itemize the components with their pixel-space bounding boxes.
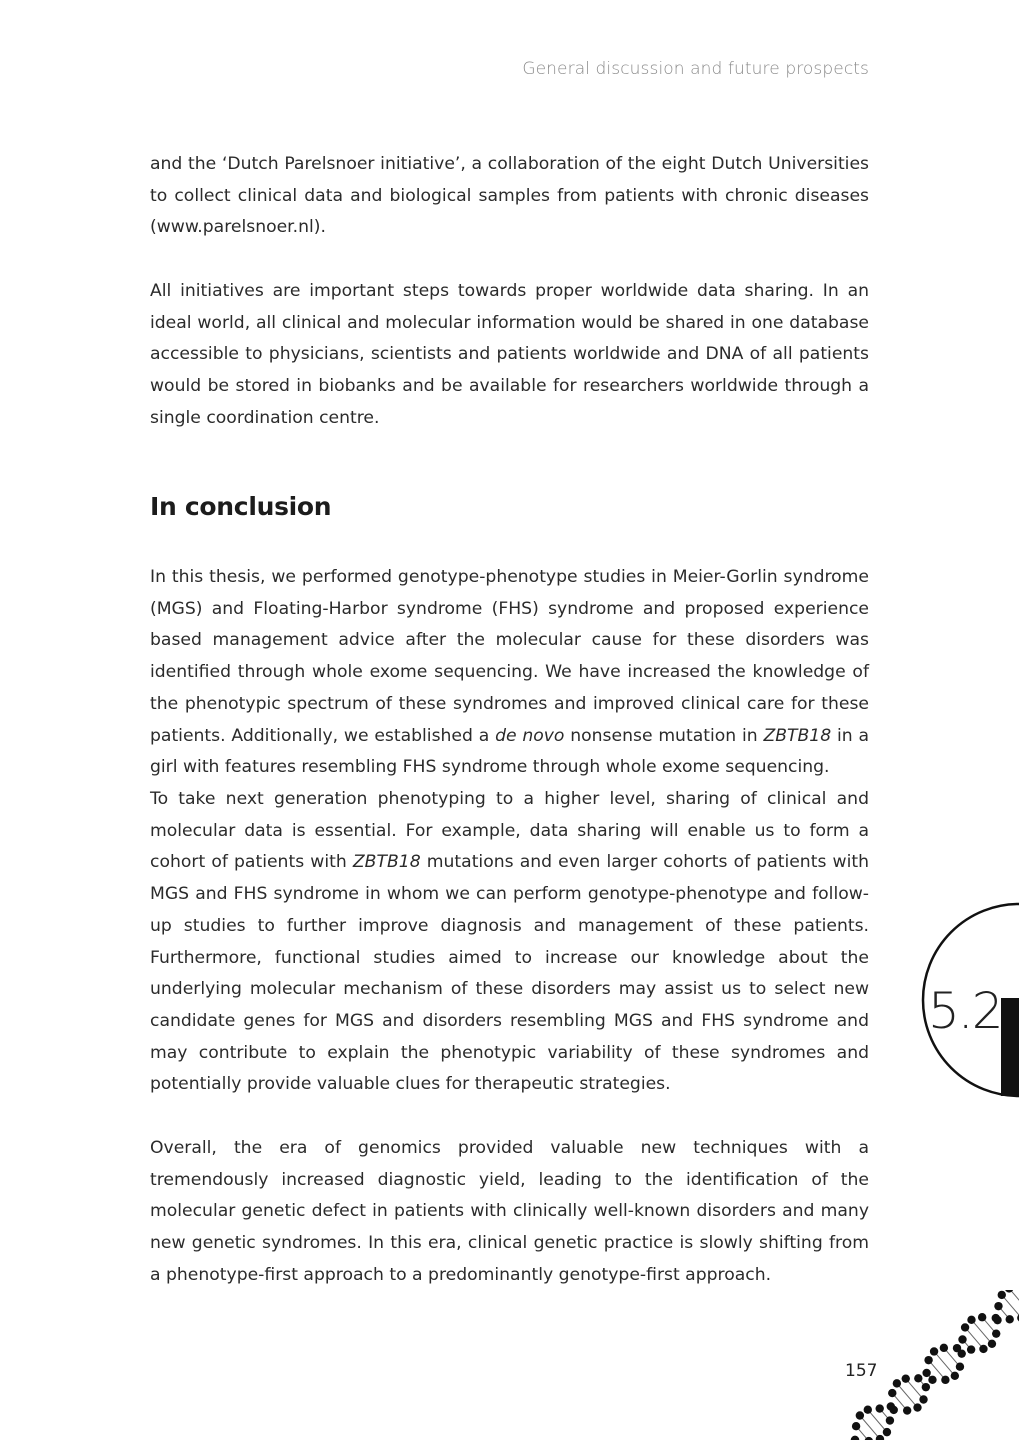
dna-node bbox=[930, 1347, 938, 1355]
dna-node bbox=[951, 1372, 959, 1380]
dna-node bbox=[993, 1316, 1001, 1324]
dna-node bbox=[928, 1376, 936, 1384]
dna-node bbox=[953, 1344, 961, 1352]
dna-node bbox=[919, 1395, 927, 1403]
section-heading: In conclusion bbox=[150, 492, 332, 521]
dna-node bbox=[876, 1404, 884, 1412]
paragraph-data-sharing: To take next generation phenotyping to a higher level, sharing of clinical and molecular data is essential. For example, data sharing will enable us to form a cohort of patients with ZBTB18 mutations and even larger cohorts of patients with MGS and FHS syndrome in whom we can perform genotype-phenotype and follow-up studies to further improve diagnosis and management of these patients. Furthermore, functional studies aimed to increase our knowledge about the underlying molecular mechanism of these disorders may assist us to select new candidate genes for MGS and disorders resembling MGS and FHS syndrome and may contribute to explain the phenotypic variability of these syndromes and potentially provide valuable clues for therapeutic strategies. bbox=[150, 789, 870, 1095]
dna-node bbox=[978, 1313, 986, 1321]
italic-de-novo: de novo bbox=[495, 725, 565, 746]
italic-gene-name: ZBTB18 bbox=[763, 725, 832, 746]
dna-node bbox=[888, 1389, 896, 1397]
dna-node bbox=[893, 1379, 901, 1387]
dna-node bbox=[914, 1374, 922, 1382]
dna-node bbox=[961, 1323, 969, 1331]
dna-rung bbox=[1002, 1295, 1019, 1318]
paragraph-initiatives: All initiatives are important steps towards proper worldwide data sharing. In an ideal world, all clinical and molecular information would be shared in one database accessible to physicians, scientists and patients worldwide and DNA of all patients would be stored in biobanks and be available for researchers worldwide through a single coordination centre. bbox=[150, 281, 869, 428]
dna-node bbox=[851, 1436, 859, 1440]
dna-node bbox=[890, 1406, 898, 1414]
dna-node bbox=[967, 1316, 975, 1324]
dna-node bbox=[856, 1411, 864, 1419]
dna-node bbox=[1006, 1315, 1014, 1323]
dna-rung bbox=[934, 1351, 955, 1375]
dna-node bbox=[958, 1335, 966, 1343]
dna-node bbox=[979, 1345, 987, 1353]
paragraph-thesis-summary: In this thesis, we performed genotype-phenotype studies in Meier-Gorlin syndrome (MGS) and Floating-Harbor syndrome (FHS) syndrome and proposed experience based management advice after the molecular cause for these disorders was identified through whole exome sequencing. We have increased the knowledge of the phenotypic spectrum of these syndromes and improved clinical care for these patients. Additionally, we established a de novo nonsense mutation in ZBTB18 in a girl with features resembling FHS syndrome through whole exome sequencing. bbox=[150, 567, 869, 778]
dna-node bbox=[998, 1291, 1006, 1299]
dna-node bbox=[922, 1383, 930, 1391]
dna-rung bbox=[971, 1320, 991, 1344]
dna-node bbox=[967, 1345, 975, 1353]
dna-node bbox=[941, 1376, 949, 1384]
dna-node bbox=[924, 1356, 932, 1364]
dna-rung bbox=[860, 1416, 880, 1440]
dna-node bbox=[922, 1369, 930, 1377]
dna-node bbox=[883, 1428, 891, 1436]
dna-node bbox=[956, 1362, 964, 1370]
paragraph-parelsnoer: and the ‘Dutch Parelsnoer initiative’, a collaboration of the eight Dutch Universities to collect clinical data and biological samples from patients with chronic diseases (www.parelsnoer.nl). bbox=[150, 154, 869, 238]
dna-node bbox=[902, 1374, 910, 1382]
dna-node bbox=[903, 1406, 911, 1414]
dna-node bbox=[852, 1422, 860, 1430]
dna-rung bbox=[897, 1383, 918, 1407]
page-number: 157 bbox=[845, 1361, 878, 1381]
dna-node bbox=[988, 1340, 996, 1348]
dna-node bbox=[992, 1329, 1000, 1337]
dna-node bbox=[940, 1344, 948, 1352]
dna-node bbox=[886, 1416, 894, 1424]
running-header: General discussion and future prospects bbox=[522, 59, 869, 79]
dna-node bbox=[994, 1302, 1002, 1310]
dna-helix-icon bbox=[845, 1290, 1019, 1440]
dna-node bbox=[913, 1403, 921, 1411]
italic-gene-name: ZBTB18 bbox=[352, 852, 421, 873]
paragraph-genomics-era: Overall, the era of genomics provided valuable new techniques with a tremendously increased diagnostic yield, leading to the identification of the molecular genetic defect in patients with clinically well-known disorders and many new genetic syndromes. In this era, clinical genetic practice is slowly shifting from a phenotype-first approach to a predominantly genotype-first approach. bbox=[150, 1138, 869, 1285]
dna-node bbox=[864, 1405, 872, 1413]
chapter-number: 5.2 bbox=[928, 982, 1002, 1040]
dna-rung bbox=[1009, 1290, 1019, 1312]
